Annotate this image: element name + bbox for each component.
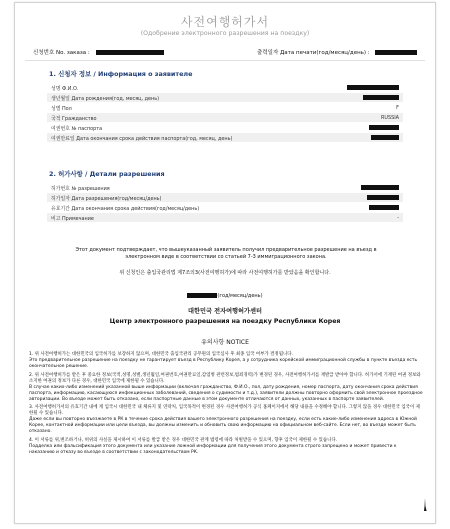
row-label: 성명 Ф.И.О.: [51, 85, 79, 92]
doc-title: 사전여행허가서: [180, 15, 270, 29]
table-row: [47, 193, 403, 202]
center-name-ko: 대한민국 전자여행허가센터: [188, 308, 262, 315]
center-name-ru: Центр электронного разрешения на поездку Республики Корея: [109, 318, 341, 325]
application-number-label: 신청번호 No. заказа :: [33, 50, 90, 56]
row-label: 성별 Пол: [51, 105, 72, 112]
confirmation-ru-line-2: электронном виде в соответствии со статьей 7-3 иммиграционного закона.: [125, 254, 327, 260]
table-row: [47, 133, 403, 142]
notice-title: 유의사항 NOTICE: [201, 339, 249, 346]
print-date: [257, 48, 417, 56]
section-permit-title: 2. 허가사항 / Детали разрешения: [49, 170, 165, 178]
notice-item-ru: Подделка или фальсификация этого документа или указание ложной информации для получения этого документа строго запрещено и может привести к наказанию и отказу во въезде в соответствии с законодательством РК.: [29, 443, 397, 455]
doc-subtitle: (Одобрение электронного разрешения на поездку): [140, 30, 310, 37]
divider: [25, 60, 425, 61]
row-label: 여권만료일 Дата окончания срока действия паспорта(год, месяц, день): [51, 135, 233, 142]
notice-item: [29, 373, 423, 403]
notice-item-ru: В случае каких-либо изменений указанной выше информации (включая гражданство, Ф.И.О., пол, дату рождения, номер паспорта, дату окончания срока действия паспорта, информацию, касающуюся инфекционных заболеваний, сведения о судимости и т.д.), заявители должны повторно оформить свой электронное проездное авторизации. Во въезде может быть отказано, если паспортные данные в этом документе отличаются от данных, указанных в паспорте заявителей.: [29, 384, 423, 402]
table-row: [47, 203, 403, 212]
pen-mark-icon: [423, 498, 427, 512]
table-row: [47, 183, 403, 192]
print-date-label: 출력일자 Дата печати(год/месяц/день) :: [257, 50, 370, 56]
redaction-bar: [363, 95, 399, 100]
application-number: [33, 48, 164, 56]
table-row: [47, 83, 403, 92]
row-label: 생년월일 Дата рождения(год, месяц, день): [51, 95, 159, 102]
section-applicant-title: 1. 신청자 정보 / Информация о заявителе: [49, 70, 193, 78]
notice-item-ko: 1. 위 사전여행허가는 대한민국의 입국허가를 보장하지 않으며, 대한민국 출입국관리 공무원의 입국심사 후 최종 입국 여부가 결정됩니다.: [29, 352, 293, 357]
row-label: 허가번호 № разрешения: [51, 185, 110, 192]
confirmation-ko: 위 신청인은 출입국관리법 제7조의3(사전여행허가)에 따라 사전여행허가를 받았음을 확인합니다.: [119, 270, 331, 276]
table-row: [47, 113, 403, 122]
confirmation-ru-line-1: Этот документ подтверждает, что вышеуказанный заявитель получил предварительное разрешение на въезд в: [75, 247, 377, 253]
notice-item: [29, 438, 423, 456]
redaction-bar: [187, 293, 217, 298]
table-row: [47, 93, 403, 102]
row-label: 허가일자 Дата разрешения(год/месяц/день): [51, 195, 162, 202]
redaction-bar: [361, 185, 399, 190]
redaction-bar: [369, 205, 399, 210]
redaction-bar: [367, 195, 399, 200]
redaction-bar: [347, 85, 399, 90]
redaction-bar: [375, 50, 417, 55]
row-label: 국적 Гражданство: [51, 115, 97, 122]
notice-item: [29, 405, 423, 435]
issue-date: [15, 293, 435, 299]
document-frame: [14, 2, 436, 524]
notice-item-ru: Это предварительное разрешение на поездку не гарантирует въезд в Республику Корея, а у сотрудника корейской иммиграционной службы в пункте въезда есть окончательное решение.: [29, 358, 418, 370]
row-value: F: [396, 104, 399, 111]
row-label: 여권번호 № паспорта: [51, 125, 103, 132]
notice-item-ko: 3. 사전여행허가서의 유효기간 내에 재 입국시 대한민국 내 체류지 및 연락처, 입국목적이 변경된 경우 사전여행허가 공식 홈페이지에서 해당 내용을 수정해야 합니다. 그렇지 않을 경우 대한민국 입국이 제한될 수 있습니다.: [29, 405, 420, 417]
notice-list: [29, 352, 423, 458]
redaction-bar: [371, 135, 399, 140]
row-label: 비고 Примечание: [51, 215, 94, 222]
table-row: [47, 103, 403, 112]
notice-item: [29, 352, 423, 370]
notice-item-ru: Даже если вы повторно въезжаете в РК в течение срока действия вашего электронного разрешения на поездку, если есть какие-либо изменения адреса в Южной Корее, контактной информации или цели въезда, вы должны изменить и обновить свою информацию на официальном веб-сайте. Если нет, во въезде может быть отказано.: [29, 417, 417, 435]
row-value: -: [397, 214, 399, 221]
notice-item-ko: 4. 이 서류를 위,변조하거나, 허위의 사실을 제시하여 이 서류를 발급 받은 경우 대한민국 관계 법령에 따라 처벌받을 수 있으며, 향후 입국이 제한될 수 있습니다.: [29, 437, 338, 443]
redaction-bar: [96, 50, 164, 55]
row-value: RUSSIA: [381, 114, 399, 121]
table-row: [47, 213, 403, 222]
notice-item-ko: 2. 위 사전여행허가를 받은 후 중요한 정보(국적,성명,성별,생년월일,여권번호,여권만료일,감염병 관련정보,범죄경력)가 변경된 경우, 사전여행허가서를 재발급 받아야 합니다. 허가서에 기재된 여권 정보와 소지한 여권의 정보가 다른 경우, 대한민국 입국에 제한될 수 있습니다.: [29, 372, 421, 384]
confirmation-text: [61, 247, 391, 261]
table-row: [47, 123, 403, 132]
row-label: 유효기간 Дата окончания срока действия(год/месяц/день): [51, 205, 200, 212]
document-sheet: [15, 3, 435, 523]
issue-date-suffix: (год/месяц/день): [217, 293, 263, 299]
redaction-bar: [369, 125, 399, 130]
